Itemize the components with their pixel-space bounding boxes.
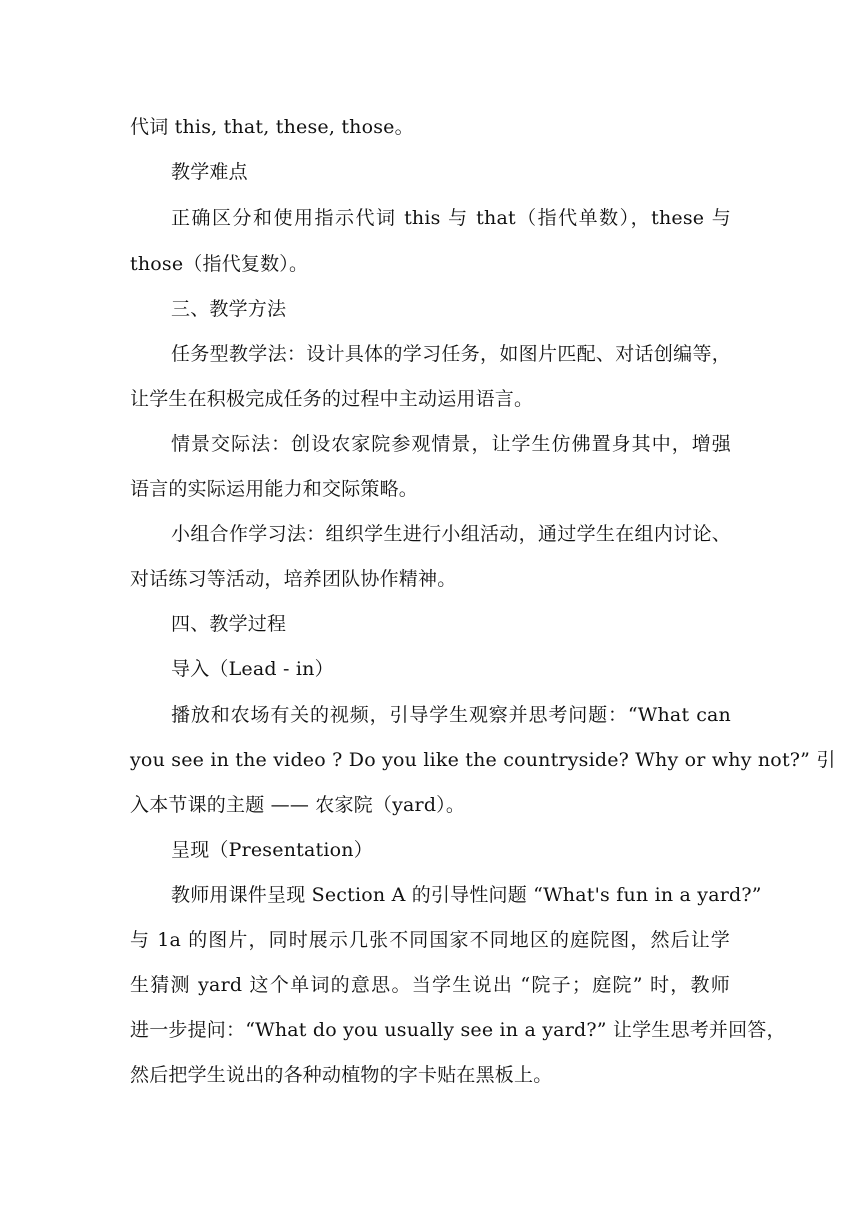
paragraph-line: 生猜测 yard 这个单词的意思。当学生说出 “院子；庭院” 时，教师 (130, 974, 730, 996)
section-heading: 三、教学方法 (171, 298, 287, 320)
paragraph-line: 小组合作学习法：组织学生进行小组活动，通过学生在组内讨论、 (171, 523, 731, 545)
section-heading: 四、教学过程 (171, 613, 287, 635)
paragraph-line: 代词 this, that, these, those。 (130, 116, 414, 138)
paragraph-line: 入本节课的主题 —— 农家院（yard）。 (130, 794, 466, 816)
subsection-heading: 导入（Lead - in） (171, 658, 334, 680)
paragraph-line: 进一步提问：“What do you usually see in a yard?” 让学生思考并回答， (130, 1019, 786, 1041)
paragraph-line: 教师用课件呈现 Section A 的引导性问题 “What's fun in a yard?” (171, 884, 762, 906)
paragraph-line: 然后把学生说出的各种动植物的字卡贴在黑板上。 (130, 1064, 553, 1086)
paragraph-line: 语言的实际运用能力和交际策略。 (130, 478, 419, 500)
paragraph-line: you see in the video ? Do you like the countryside? Why or why not?” 引 (130, 749, 836, 771)
paragraph-line: 播放和农场有关的视频，引导学生观察并思考问题：“What can (171, 704, 731, 726)
paragraph-line: 正确区分和使用指示代词 this 与 that（指代单数），these 与 (171, 207, 731, 229)
paragraph-line: 情景交际法：创设农家院参观情景，让学生仿佛置身其中，增强 (171, 433, 731, 455)
paragraph-line: 对话练习等活动，培养团队协作精神。 (130, 568, 457, 590)
paragraph-line: those（指代复数）。 (130, 253, 309, 275)
subsection-heading: 呈现（Presentation） (171, 839, 373, 861)
paragraph-line: 与 1a 的图片，同时展示几张不同国家不同地区的庭院图，然后让学 (130, 929, 730, 951)
paragraph-line: 任务型教学法：设计具体的学习任务，如图片匹配、对话创编等， (171, 343, 731, 365)
paragraph-line: 让学生在积极完成任务的过程中主动运用语言。 (130, 388, 534, 410)
section-heading: 教学难点 (171, 161, 248, 183)
